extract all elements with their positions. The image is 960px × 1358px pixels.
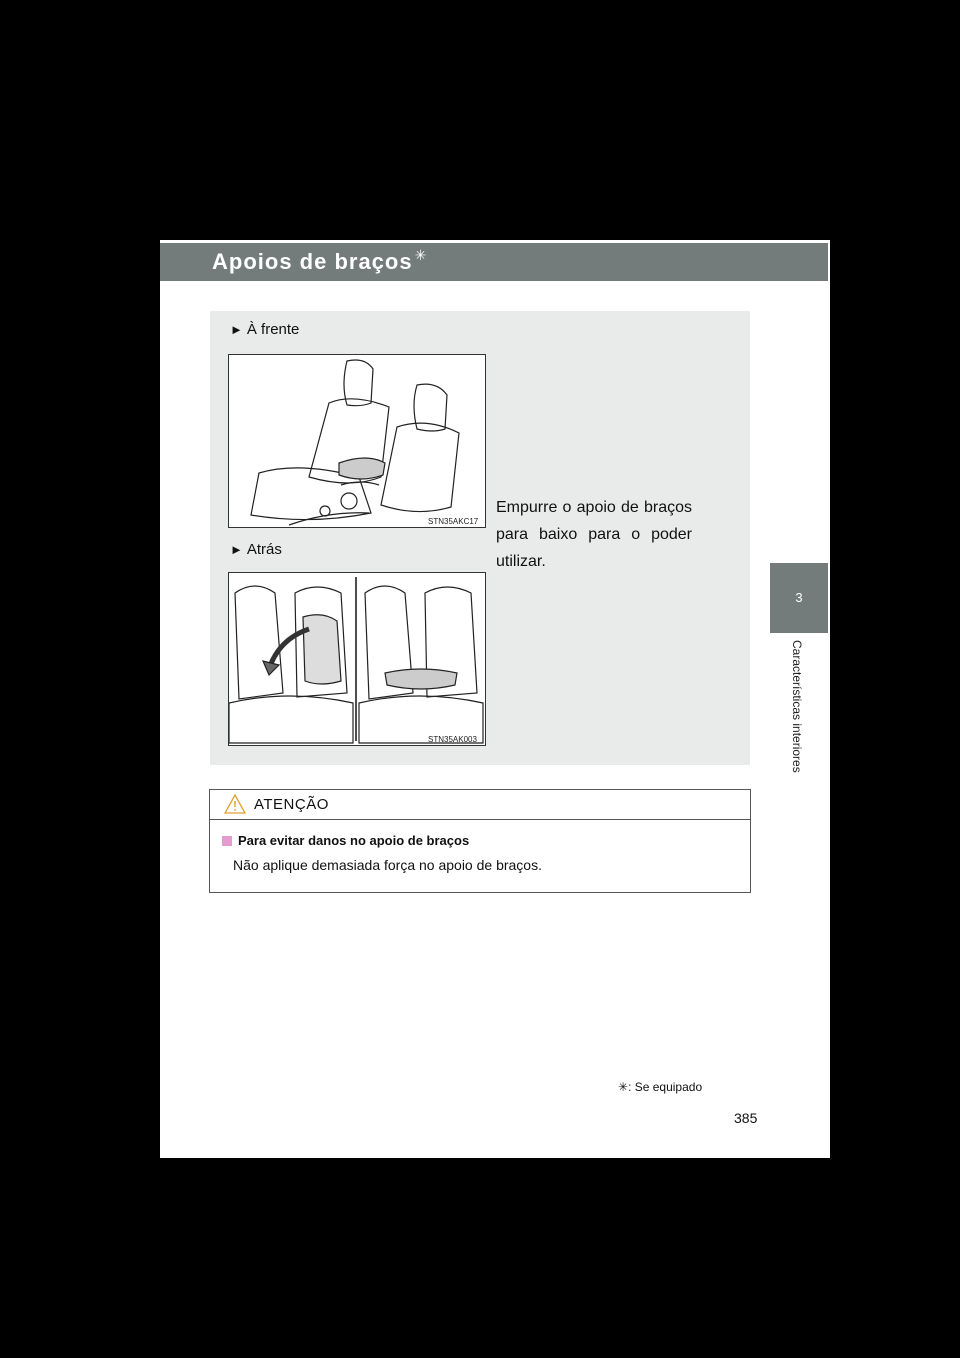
caution-text: Não aplique demasiada força no apoio de braços. xyxy=(233,857,542,873)
equipped-mark: ✳ xyxy=(414,247,428,263)
chapter-number: 3 xyxy=(795,590,803,605)
front-image-code: STN35AKC17 xyxy=(428,517,479,526)
armrest-instruction: Empurre o apoio de braços para baixo para o poder utilizar. xyxy=(496,499,692,570)
page-number: 385 xyxy=(734,1110,758,1126)
caution-subtitle-text: Para evitar danos no apoio de braços xyxy=(238,833,470,848)
chapter-side-label xyxy=(756,640,836,810)
caution-subtitle xyxy=(222,833,469,848)
section-front-label xyxy=(230,321,299,338)
page-title xyxy=(212,249,427,275)
section-rear-text: Atrás xyxy=(246,541,282,558)
arrow-right-icon: ► xyxy=(230,542,243,557)
footnote-text: : Se equipado xyxy=(628,1080,703,1094)
square-bullet-icon xyxy=(222,836,232,846)
front-armrest-illustration xyxy=(228,354,486,528)
caution-box xyxy=(209,789,751,893)
rear-image-code: STN35AK003 xyxy=(428,735,477,744)
warning-triangle-icon xyxy=(224,794,246,814)
front-seats-drawing xyxy=(229,355,485,527)
caution-header xyxy=(210,790,750,820)
title-bar xyxy=(160,243,828,281)
chapter-tab[interactable] xyxy=(770,563,828,633)
chapter-title: Características interiores xyxy=(790,640,804,773)
rear-armrest-illustration xyxy=(228,572,486,746)
section-front-text: À frente xyxy=(246,321,300,338)
page-title-text: Apoios de braços xyxy=(212,249,413,274)
manual-page xyxy=(160,240,830,1158)
section-rear-label xyxy=(230,541,282,558)
rear-seats-drawing xyxy=(229,573,485,745)
arrow-right-icon: ► xyxy=(230,322,243,337)
caution-title: ATENÇÃO xyxy=(254,796,329,813)
footnote xyxy=(618,1080,702,1094)
footnote-mark: ✳ xyxy=(618,1080,629,1094)
